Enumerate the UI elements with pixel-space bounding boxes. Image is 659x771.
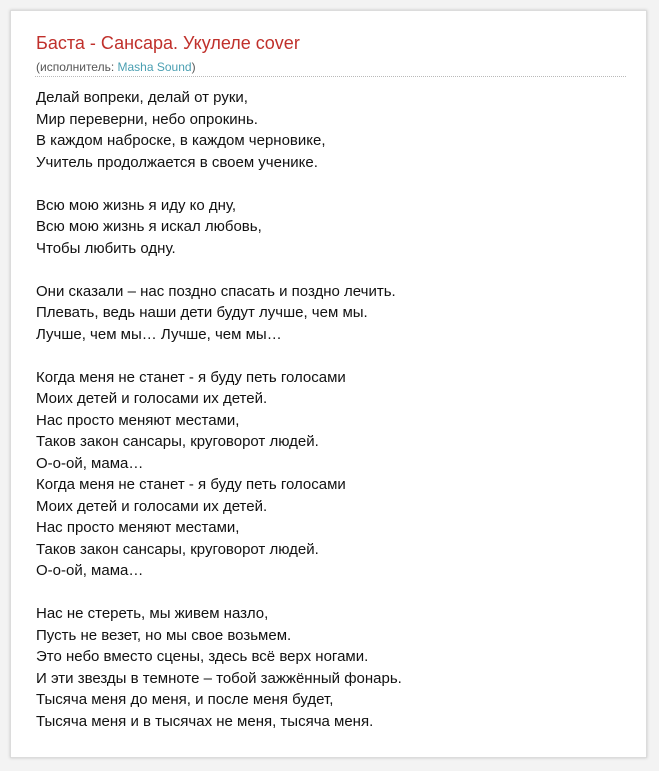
lyric-line: Учитель продолжается в своем ученике. bbox=[36, 153, 318, 171]
lyric-line: Пусть не везет, но мы свое возьмем. bbox=[36, 626, 292, 644]
lyric-line: Всю мою жизнь я искал любовь, bbox=[36, 218, 262, 235]
lyrics-body bbox=[36, 87, 636, 754]
lyric-line: Лучше, чем мы… Лучше, чем мы… bbox=[36, 325, 282, 343]
lyric-line: О-о-ой, мама… bbox=[36, 562, 144, 579]
lyrics-stanza bbox=[36, 281, 636, 346]
lyric-line: О-о-ой, мама… bbox=[36, 454, 144, 472]
lyric-line: Всю мою жизнь я иду ко дну, bbox=[36, 196, 237, 214]
lyrics-stanza bbox=[36, 87, 636, 173]
lyric-line: Плевать, ведь наши дети будут лучше, чем мы. bbox=[36, 304, 368, 321]
lyric-line: Таков закон сансары, круговорот людей. bbox=[36, 540, 319, 558]
lyric-line: Тысяча меня и в тысячах не меня, тысяча меня. bbox=[36, 712, 374, 730]
performer-link[interactable]: Masha Sound bbox=[117, 60, 192, 74]
lyric-line: Нас просто меняют местами, bbox=[36, 519, 240, 536]
lyrics-page bbox=[10, 10, 647, 758]
lyric-line: Они сказали – нас поздно спасать и поздно лечить. bbox=[36, 282, 396, 300]
lyric-line: Мир переверни, небо опрокинь. bbox=[36, 110, 258, 128]
lyric-line: Тысяча меня до меня, и после меня будет, bbox=[36, 691, 334, 708]
lyric-line: Делай вопреки, делай от руки, bbox=[36, 89, 248, 106]
lyric-line: И эти звезды в темноте – тобой зажжённый фонарь. bbox=[36, 669, 402, 687]
performer-prefix: (исполнитель: bbox=[36, 60, 118, 74]
lyric-line: Это небо вместо сцены, здесь всё верх ногами. bbox=[36, 648, 369, 665]
lyrics-stanza bbox=[36, 603, 636, 732]
performer-line bbox=[36, 60, 196, 74]
lyric-line: Нас не стереть, мы живем назло, bbox=[36, 605, 269, 622]
lyric-line: Таков закон сансары, круговорот людей. bbox=[36, 433, 319, 450]
lyrics-stanza bbox=[36, 195, 636, 260]
lyric-line: Моих детей и голосами их детей. bbox=[36, 390, 268, 407]
lyric-line: В каждом наброске, в каждом черновике, bbox=[36, 132, 326, 149]
lyric-line: Моих детей и голосами их детей. bbox=[36, 497, 268, 515]
lyric-line: Когда меня не станет - я буду петь голосами bbox=[36, 476, 346, 493]
lyric-line: Когда меня не станет - я буду петь голосами bbox=[36, 368, 346, 386]
song-title: Баста - Сансара. Укулеле cover bbox=[36, 33, 300, 53]
performer-suffix: ) bbox=[191, 60, 196, 74]
lyrics-stanza bbox=[36, 367, 636, 582]
divider bbox=[35, 76, 626, 77]
lyric-line: Чтобы любить одну. bbox=[36, 239, 176, 257]
lyric-line: Нас просто меняют местами, bbox=[36, 411, 240, 429]
